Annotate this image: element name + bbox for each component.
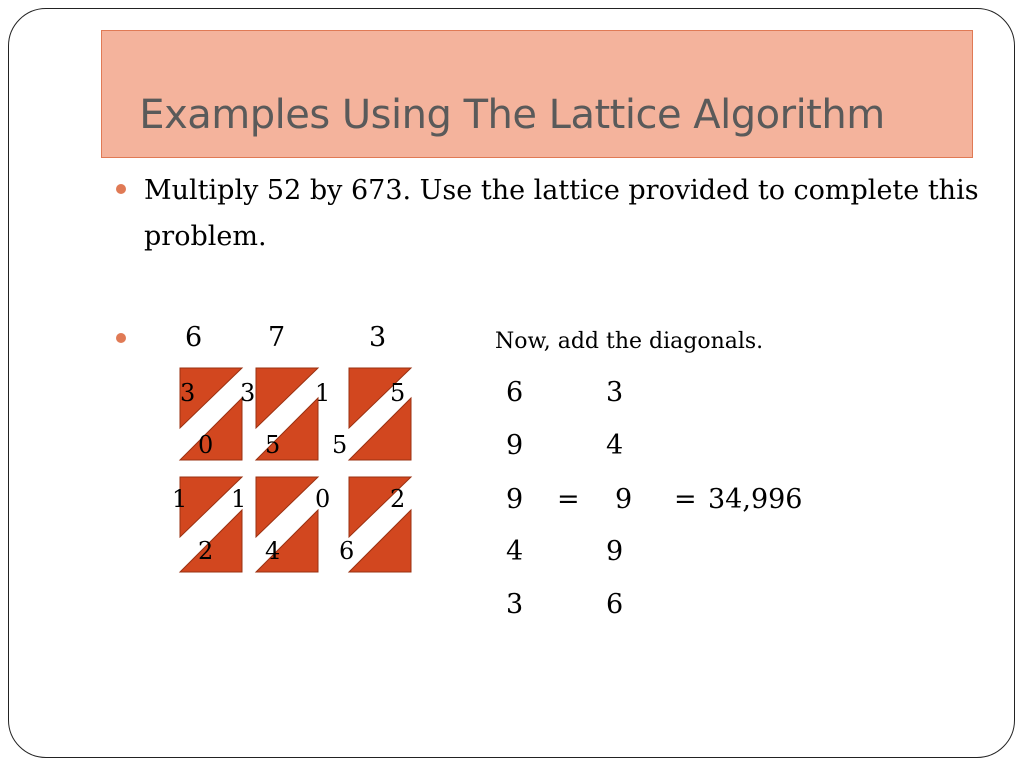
lattice-digit: 1 <box>172 485 188 513</box>
sum-digit: 9 <box>615 484 633 515</box>
problem-line-1: Multiply 52 by 673. Use the lattice provided to complete this <box>144 175 979 206</box>
sum-digit: 4 <box>506 536 524 567</box>
lattice-digit: 1 <box>231 485 247 513</box>
lattice-digit: 0 <box>315 485 331 513</box>
sum-digit: 6 <box>606 589 624 620</box>
equals-sign: = <box>674 484 697 515</box>
sum-digit: 4 <box>606 430 624 461</box>
lattice-digit: 1 <box>315 379 331 407</box>
lattice-digit: 2 <box>390 485 406 513</box>
slide-title: Examples Using The Lattice Algorithm <box>139 92 885 138</box>
final-result: 34,996 <box>708 484 803 515</box>
sum-digit: 9 <box>506 484 524 515</box>
lattice-digit: 2 <box>198 537 214 565</box>
diagonal-instruction: Now, add the diagonals. <box>495 329 764 354</box>
lattice-digit: 0 <box>198 431 214 459</box>
sum-digit: 3 <box>506 589 524 620</box>
lattice-digit: 5 <box>332 431 348 459</box>
top-digit: 6 <box>185 322 203 353</box>
top-digit: 7 <box>268 322 286 353</box>
sum-digit: 6 <box>506 377 524 408</box>
lattice-digit: 3 <box>240 379 256 407</box>
top-digit: 3 <box>369 322 387 353</box>
lattice-digit: 4 <box>265 537 281 565</box>
lattice-digit: 5 <box>390 379 406 407</box>
lattice-digit: 5 <box>265 431 281 459</box>
sum-digit: 9 <box>506 430 524 461</box>
sum-digit: 3 <box>606 377 624 408</box>
lattice-digit: 6 <box>339 537 355 565</box>
lattice-digit: 3 <box>180 379 196 407</box>
equals-sign: = <box>557 484 580 515</box>
sum-digit: 9 <box>606 536 624 567</box>
problem-line-2: problem. <box>144 221 267 252</box>
